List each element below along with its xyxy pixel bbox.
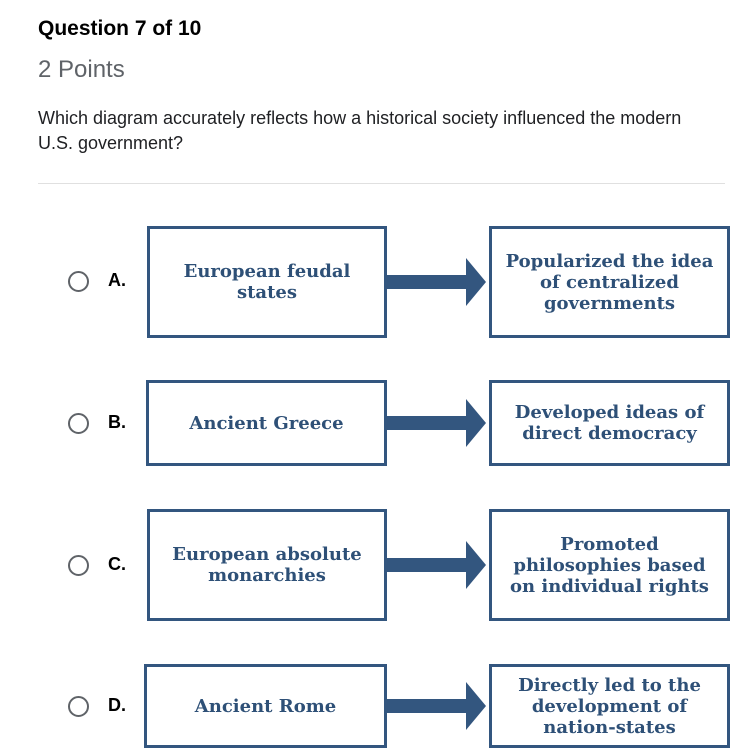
question-text: Which diagram accurately reflects how a historical society influenced the modern U.S. government?	[38, 108, 682, 153]
option-letter-d: D.	[108, 695, 126, 715]
arrow-right-icon-a	[466, 258, 486, 306]
diagram-box-left-c: European absolute monarchies	[147, 509, 387, 621]
option-letter-b: B.	[108, 412, 126, 432]
divider	[38, 183, 725, 184]
diagram-box-left-a: European feudal states	[147, 226, 387, 338]
question-points: 2 Points	[38, 56, 125, 83]
arrow-shaft-a	[387, 275, 469, 289]
arrow-right-icon-d	[466, 682, 486, 730]
diagram-box-right-a: Popularized the idea of centralized governments	[489, 226, 730, 338]
diagram-box-right-d: Directly led to the development of nation-states	[489, 664, 730, 748]
radio-button-b[interactable]	[68, 413, 89, 434]
diagram-box-left-b: Ancient Greece	[146, 380, 387, 466]
option-letter-c: C.	[108, 554, 126, 574]
arrow-right-icon-c	[466, 541, 486, 589]
radio-button-d[interactable]	[68, 696, 89, 717]
diagram-box-right-b: Developed ideas of direct democracy	[489, 380, 730, 466]
option-letter-a: A.	[108, 270, 126, 290]
diagram-box-left-d: Ancient Rome	[144, 664, 387, 748]
arrow-shaft-d	[387, 699, 469, 713]
arrow-shaft-c	[387, 558, 469, 572]
radio-button-c[interactable]	[68, 555, 89, 576]
arrow-right-icon-b	[466, 399, 486, 447]
diagram-box-right-c: Promoted philosophies based on individual rights	[489, 509, 730, 621]
radio-button-a[interactable]	[68, 271, 89, 292]
question-counter: Question 7 of 10	[38, 17, 202, 40]
arrow-shaft-b	[387, 416, 469, 430]
